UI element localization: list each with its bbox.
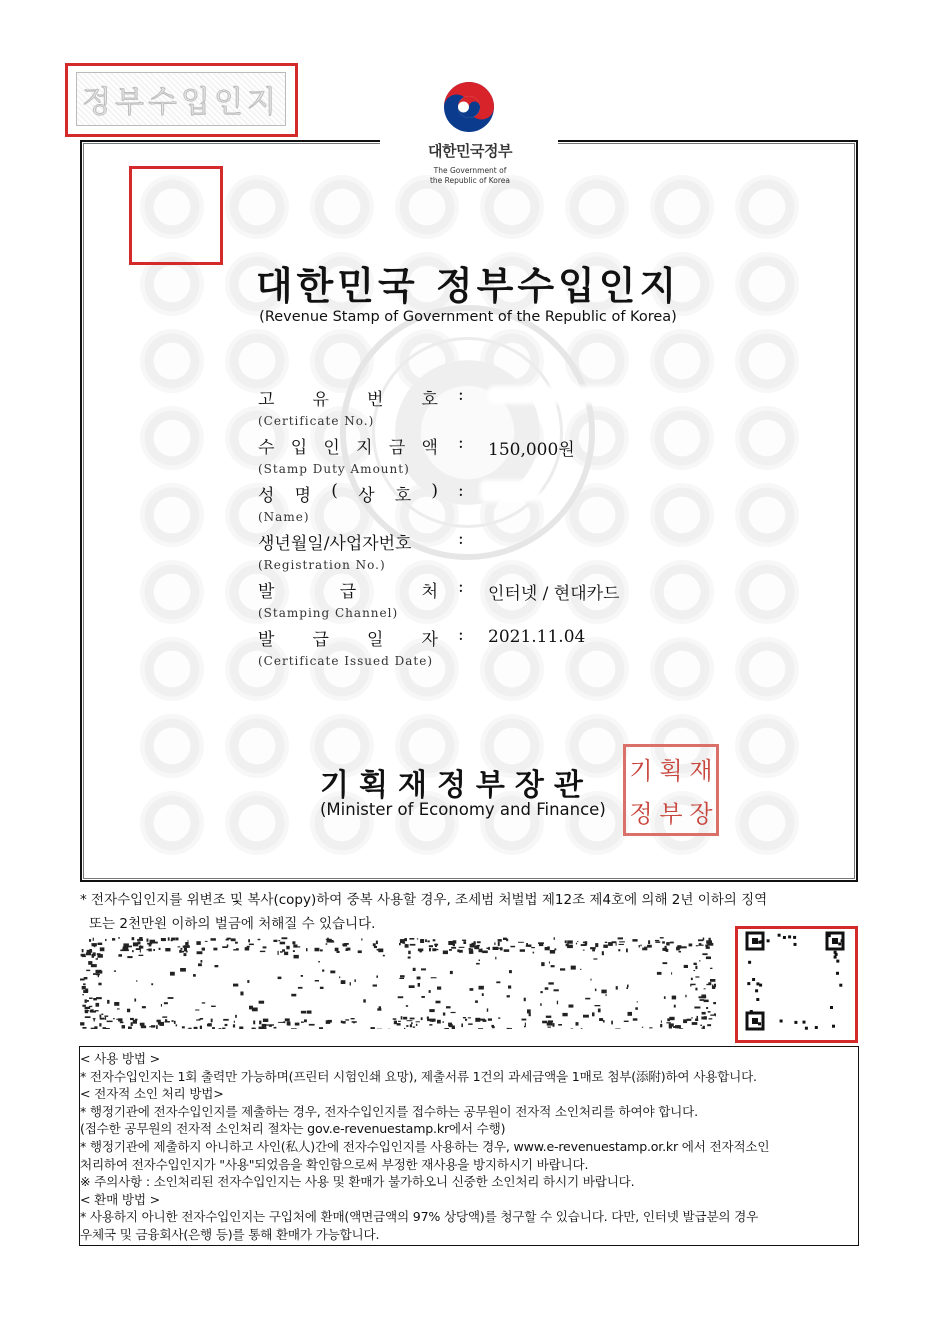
field-value: 150,000원 xyxy=(488,440,575,460)
field-label-char: 인 xyxy=(323,438,340,458)
field-label-char: 수 xyxy=(258,438,275,458)
field-label xyxy=(258,481,438,506)
seal-char: 획 xyxy=(659,757,683,785)
field-sub-label: (Stamp Duty Amount) xyxy=(258,462,410,476)
watermark-emblem xyxy=(735,637,799,701)
watermark-emblem xyxy=(140,483,204,547)
field-label-char: 입 xyxy=(290,438,308,458)
watermark-emblem xyxy=(735,714,799,778)
watermark-emblem xyxy=(140,560,204,624)
field-label-char: 처 xyxy=(421,582,438,602)
field-label-char: 일 xyxy=(367,630,384,650)
watermark-emblem xyxy=(650,329,714,393)
field-colon: : xyxy=(458,625,464,645)
field-label-char: 액 xyxy=(421,438,438,458)
watermark-emblem xyxy=(650,483,714,547)
document-title: 대한민국 정부수입인지 xyxy=(255,264,681,308)
watermark-emblem xyxy=(735,329,799,393)
field-label-char: ( xyxy=(331,481,338,501)
field-label-char: 성 xyxy=(258,486,275,506)
usage-note-line: 우체국 및 금융회사(은행 등)를 통해 환매가 가능합니다. xyxy=(80,1227,380,1242)
watermark-emblem xyxy=(140,791,204,855)
seal-char: 장 xyxy=(689,800,713,828)
redacted-certificate-number xyxy=(488,386,648,404)
highlight-box-watermark xyxy=(129,166,223,265)
watermark-emblem xyxy=(735,175,799,239)
watermark-emblem xyxy=(225,791,289,855)
usage-note-line: < 사용 방법 > xyxy=(80,1051,160,1066)
field-label-char: 상 xyxy=(358,486,375,506)
warning-line-2: 또는 2천만원 이하의 벌금에 처해질 수 있습니다. xyxy=(89,916,376,932)
field-value: 2021.11.04 xyxy=(488,627,586,647)
watermark-emblem xyxy=(735,483,799,547)
seal-char: 정 xyxy=(629,800,653,828)
field-label-char: 호 xyxy=(421,390,438,410)
field-colon: : xyxy=(458,481,464,501)
usage-note-line: * 사용하지 아니한 전자수입인지는 구입처에 환매(액면금액의 97% 상당액)를 청구할 수 있습니다. 다만, 인터넷 발급분의 경우 xyxy=(80,1209,759,1225)
watermark-emblem xyxy=(565,175,629,239)
field-colon: : xyxy=(458,433,464,453)
field-label-char: 급 xyxy=(312,630,329,650)
field-label xyxy=(258,433,438,458)
field-label-char: 유 xyxy=(312,390,329,410)
watermark-emblem xyxy=(225,329,289,393)
watermark-emblem xyxy=(650,406,714,470)
field-sub-label: (Certificate No.) xyxy=(258,414,375,428)
government-name-korean: 대한민국정부 xyxy=(428,142,512,160)
field-label-char: 생년월일/사업자번호 xyxy=(258,534,412,554)
field-label-char: ) xyxy=(431,481,438,501)
government-name-english-line2: the Republic of Korea xyxy=(429,176,510,185)
stamp-watermark-label: 정부수입인지 xyxy=(76,72,286,126)
field-label-char: 발 xyxy=(258,582,275,602)
field-label-char: 지 xyxy=(356,438,373,458)
official-seal-stamp xyxy=(623,744,719,836)
field-colon: : xyxy=(458,385,464,405)
field-label-char: 고 xyxy=(258,390,275,410)
government-name-english-line1: The Government of xyxy=(433,166,507,175)
document-subtitle: (Revenue Stamp of Government of the Republic of Korea) xyxy=(259,309,677,325)
usage-note-line: ※ 주의사항 : 소인처리된 전자수입인지는 사용 및 환매가 불가하오니 신중한 소인처리 하시기 바랍니다. xyxy=(80,1174,635,1190)
field-colon: : xyxy=(458,577,464,597)
usage-note-line: < 환매 방법 > xyxy=(80,1191,160,1207)
redacted-name xyxy=(480,480,540,502)
usage-note-line: * 행정기관에 전자수입인지를 제출하는 경우, 전자수입인지를 접수하는 공무원이 전자적 소인처리를 하여야 합니다. xyxy=(80,1103,698,1119)
usage-note-line: < 전자적 소인 처리 방법> xyxy=(80,1086,224,1102)
watermark-emblem xyxy=(140,637,204,701)
field-label xyxy=(258,577,438,602)
field-label-char: 금 xyxy=(388,438,406,458)
watermark-emblem xyxy=(650,560,714,624)
field-sub-label: (Stamping Channel) xyxy=(258,606,399,620)
watermark-emblem xyxy=(735,560,799,624)
issuer-title-korean: 기획재정부장관 xyxy=(320,768,593,803)
usage-note-line: 처리하여 전자수입인지가 "사용"되었음을 확인함으로써 부정한 재사용을 방지하시기 바랍니다. xyxy=(80,1156,589,1172)
watermark-emblem xyxy=(650,175,714,239)
field-sub-label: (Registration No.) xyxy=(258,558,386,572)
usage-note-line: (접수한 공무원의 전자적 소인처리 절차는 gov.e-revenuestamp.kr에서 수행) xyxy=(80,1121,506,1137)
field-label xyxy=(258,625,438,650)
field-label xyxy=(258,529,438,554)
usage-note-line: * 행정기관에 제출하지 아니하고 사인(私人)간에 전자수입인지를 사용하는 경우, www.e-revenuestamp.or.kr 에서 전자적소인 xyxy=(80,1139,770,1154)
highlight-box-qr xyxy=(735,926,858,1043)
watermark-emblem xyxy=(140,714,204,778)
field-label-char: 호 xyxy=(394,486,412,506)
issuer-title-english: (Minister of Economy and Finance) xyxy=(320,800,606,819)
usage-note-line: * 전자수입인지는 1회 출력만 가능하며(프린터 시험인쇄 요망), 제출서류 1건의 과세금액을 1매로 첨부(添附)하여 사용합니다. xyxy=(80,1068,757,1084)
field-label-char: 자 xyxy=(421,630,438,650)
seal-char: 기 xyxy=(629,757,653,785)
field-value: 인터넷 / 현대카드 xyxy=(488,584,620,604)
field-sub-label: (Certificate Issued Date) xyxy=(258,654,434,668)
watermark-emblem xyxy=(225,714,289,778)
watermark-emblem xyxy=(140,329,204,393)
field-label xyxy=(258,385,438,410)
field-colon: : xyxy=(458,529,464,549)
watermark-emblem xyxy=(310,175,374,239)
field-label-char: 발 xyxy=(258,630,275,650)
field-label-char: 번 xyxy=(367,390,384,410)
seal-char: 재 xyxy=(689,757,713,785)
watermark-emblem xyxy=(735,406,799,470)
field-label-char: 명 xyxy=(294,486,312,506)
field-label-char: 급 xyxy=(339,582,357,602)
redacted-barcode xyxy=(80,937,716,1029)
warning-line-1: * 전자수입인지를 위변조 및 복사(copy)하여 중복 사용할 경우, 조세범 처벌법 제12조 제4호에 의해 2년 이하의 징역 xyxy=(80,892,768,908)
taegeuk-logo-icon xyxy=(442,80,496,134)
watermark-emblem xyxy=(225,175,289,239)
watermark-emblem xyxy=(735,791,799,855)
watermark-emblem xyxy=(140,406,204,470)
watermark-emblem xyxy=(650,637,714,701)
seal-char: 부 xyxy=(659,800,683,828)
field-sub-label: (Name) xyxy=(258,510,310,524)
